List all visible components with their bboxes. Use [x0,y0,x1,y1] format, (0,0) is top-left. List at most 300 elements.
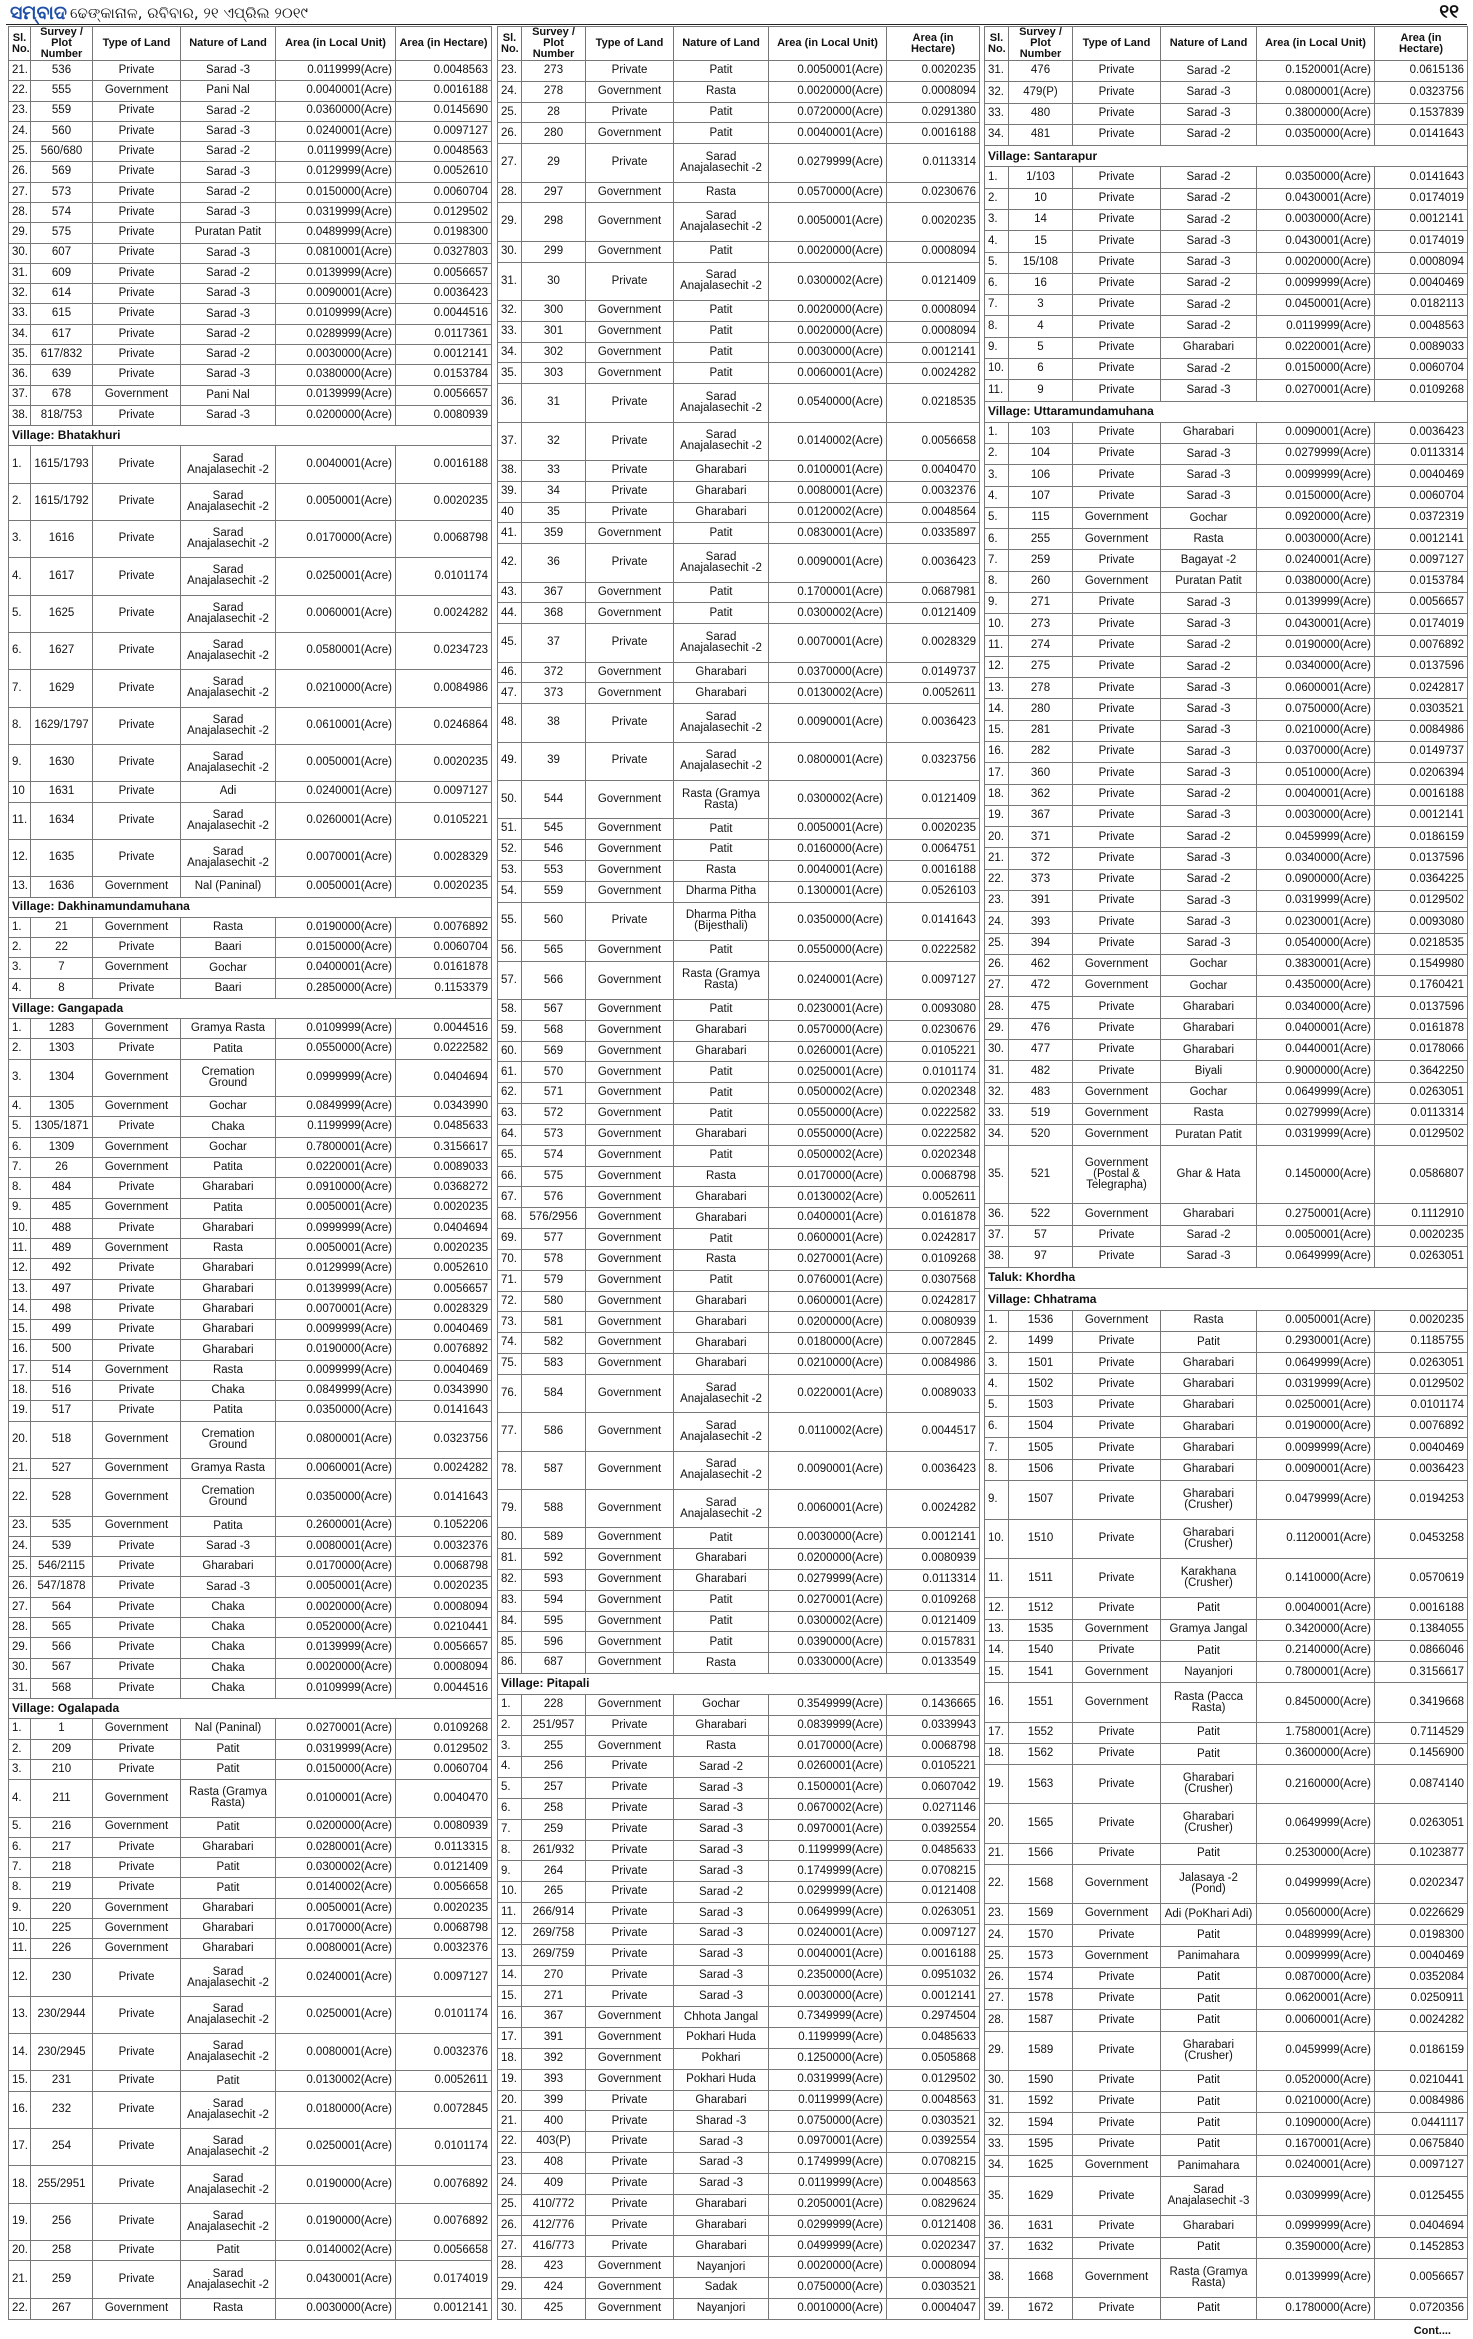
area-hectare: 0.0016188 [887,1944,980,1965]
land-nature: Sarad Anajalasechit -3 [1161,2177,1257,2216]
plot-number: 258 [522,1798,586,1819]
land-nature: Pani Nal [181,81,276,101]
table-row [985,1864,1468,1903]
area-local: 0.0900000(Acre) [1257,869,1375,890]
serial-number: 38. [985,2258,1009,2297]
serial-number: 70. [498,1249,522,1270]
area-local: 0.0050001(Acre) [276,744,396,781]
serial-number: 7. [9,1858,31,1878]
plot-number: 270 [522,1965,586,1986]
area-hectare: 0.1052206 [396,1516,492,1536]
land-type: Government [586,2298,674,2319]
land-nature: Patit [1161,1598,1257,1619]
land-nature: Gharabari [181,1340,276,1360]
serial-number: 22. [9,1479,31,1516]
land-type: Government [1073,1125,1161,1146]
land-type: Private [1073,1061,1161,1082]
land-nature: Gharabari [1161,422,1257,443]
area-hectare: 0.0372319 [1375,507,1468,528]
area-local: 0.0050001(Acre) [276,1898,396,1918]
area-local: 0.0430001(Acre) [1257,188,1375,209]
area-hectare: 0.0303521 [887,2278,980,2299]
table-row [985,912,1468,933]
village-heading [985,1289,1468,1310]
land-nature: Rasta (Pacca Rasta) [1161,1683,1257,1722]
table-row [985,635,1468,656]
plot-number: 211 [31,1780,93,1817]
serial-number: 60. [498,1041,522,1062]
table-row [985,1925,1468,1946]
column-header: Survey / Plot Number [1009,27,1073,61]
area-hectare: 0.0024282 [1375,2010,1468,2031]
table-row [985,571,1468,592]
land-nature: Gharabari [674,1715,769,1736]
serial-number: 1. [9,1719,31,1739]
area-hectare: 0.0052610 [396,162,492,182]
serial-number: 24. [9,1536,31,1556]
area-hectare: 0.0246864 [396,707,492,744]
plot-number: 209 [31,1739,93,1759]
table-row [498,384,980,422]
column-header: Nature of Land [674,27,769,61]
land-nature: Adi (PoKhari Adi) [1161,1903,1257,1924]
land-type: Government [586,1229,674,1250]
land-type: Government [586,1208,674,1229]
plot-number: 1562 [1009,1743,1073,1764]
land-type: Government [586,241,674,262]
plot-number: 1589 [1009,2031,1073,2070]
area-local: 0.0020000(Acre) [276,1658,396,1678]
area-hectare: 0.0012141 [887,1528,980,1549]
plot-number: 259 [31,2261,93,2298]
land-nature: Rasta [1161,529,1257,550]
table-row [985,465,1468,486]
serial-number: 71. [498,1270,522,1291]
area-hectare: 0.0101174 [1375,1395,1468,1416]
plot-number: 592 [522,1549,586,1570]
area-local: 0.0540000(Acre) [769,384,887,422]
area-hectare: 0.0068798 [396,1918,492,1938]
area-hectare: 0.0113314 [1375,444,1468,465]
serial-number: 11. [985,1559,1009,1598]
land-nature: Patit [674,819,769,840]
table-row [498,2048,980,2069]
area-hectare: 0.0097127 [396,121,492,141]
plot-number: 568 [522,1020,586,1041]
area-local: 0.0200000(Acre) [276,405,396,425]
land-type: Private [93,243,181,263]
plot-number: 39 [522,742,586,780]
area-hectare: 0.0048563 [396,142,492,162]
land-type: Private [93,121,181,141]
plot-number: 480 [1009,103,1073,124]
area-local: 0.0190000(Acre) [1257,635,1375,656]
land-type: Private [1073,422,1161,443]
land-type: Government [93,1097,181,1117]
table-row [498,1778,980,1799]
table-row [985,1804,1468,1843]
land-nature: Panimahara [1161,1946,1257,1967]
serial-number: 29. [9,223,31,243]
table-row [498,1653,980,1674]
page-number: ୧୧ [1439,1,1459,23]
table-row [498,1187,980,1208]
land-type: Private [1073,167,1161,188]
table-row [985,2155,1468,2176]
land-nature: Patit [674,321,769,342]
table-row [498,1944,980,1965]
land-nature: Sarad -3 [1161,678,1257,699]
area-local: 0.0170000(Acre) [276,521,396,558]
table-row [985,1146,1468,1204]
table-row [9,938,492,958]
plot-number: 1578 [1009,1989,1073,2010]
land-nature: Gharabari [1161,1459,1257,1480]
area-hectare: 0.0076892 [396,1340,492,1360]
continued-note: Cont.... [1413,2325,1451,2337]
serial-number: 46. [498,662,522,683]
area-local: 0.0130002(Acre) [769,683,887,704]
area-local: 0.0240001(Acre) [276,121,396,141]
land-type: Private [586,704,674,742]
area-local: 0.0279999(Acre) [1257,1103,1375,1124]
land-nature: Chaka [181,1678,276,1698]
land-nature: Patit [181,2071,276,2091]
plot-number: 579 [522,1270,586,1291]
column-header: Survey / Plot Number [31,27,93,61]
plot-number: 553 [522,860,586,881]
serial-number: 39. [985,2298,1009,2320]
area-hectare: 0.0004047 [887,2298,980,2319]
table-row [498,2194,980,2215]
land-nature: Patit [1161,1722,1257,1743]
masthead [0,0,1473,24]
column-header: Sl. No. [498,27,522,61]
land-type: Government [1073,1082,1161,1103]
plot-number: 818/753 [31,405,93,425]
land-nature: Gochar [181,1097,276,1117]
plot-number: 261/932 [522,1840,586,1861]
column-header: Area (in Local Unit) [769,27,887,61]
area-hectare: 0.0105221 [887,1757,980,1778]
land-nature: Gharabari [1161,2216,1257,2237]
area-local: 0.0109999(Acre) [276,1678,396,1698]
land-nature: Gharabari [674,2236,769,2257]
area-hectare: 0.0234723 [396,632,492,669]
area-hectare: 0.0121409 [887,262,980,300]
plot-number: 392 [522,2048,586,2069]
plot-number: 57 [1009,1225,1073,1246]
area-hectare: 0.0352084 [1375,1967,1468,1988]
table-row [9,1638,492,1658]
area-hectare: 0.0008094 [887,81,980,102]
area-hectare: 0.0137596 [1375,656,1468,677]
area-hectare: 0.0008094 [887,241,980,262]
plot-number: 1668 [1009,2258,1073,2297]
area-hectare: 0.0032376 [887,481,980,502]
land-type: Private [1073,2177,1161,2216]
area-local: 0.0430001(Acre) [1257,614,1375,635]
serial-number: 62. [498,1083,522,1104]
land-nature: Pokhari Huda [674,2028,769,2049]
area-local: 0.0440001(Acre) [1257,1039,1375,1060]
area-hectare: 0.0028329 [396,839,492,876]
land-nature: Sarad -3 [674,1798,769,1819]
column-header: Area (in Hectare) [396,27,492,61]
area-local: 0.0040001(Acre) [276,446,396,483]
area-local: 0.0050001(Acre) [276,1239,396,1259]
area-hectare: 0.0303521 [1375,699,1468,720]
land-type: Private [93,284,181,304]
land-type: Private [93,1401,181,1421]
land-nature: Rasta [674,860,769,881]
area-hectare: 0.0097127 [396,1959,492,1996]
table-row [498,704,980,742]
area-local: 0.0140002(Acre) [276,2241,396,2261]
area-local: 0.0129999(Acre) [276,162,396,182]
table-row [985,2070,1468,2091]
serial-number: 6. [9,632,31,669]
land-nature: Patit [1161,2092,1257,2113]
area-local: 0.0459999(Acre) [1257,2031,1375,2070]
area-local: 0.0030000(Acre) [769,1986,887,2007]
table-row [498,2153,980,2174]
land-nature: Chaka [181,1617,276,1637]
area-hectare: 0.0113315 [396,1837,492,1857]
area-local: 0.1450000(Acre) [1257,1146,1375,1204]
area-local: 0.0390000(Acre) [769,1632,887,1653]
table-row [985,1438,1468,1459]
area-local: 0.0280001(Acre) [276,1837,396,1857]
table-row [985,1225,1468,1246]
land-nature: Cremation Ground [181,1421,276,1458]
area-hectare: 0.0040470 [887,460,980,481]
land-nature: Sarad -3 [674,1861,769,1882]
table-row [985,1310,1468,1331]
land-nature: Sarad -3 [1161,742,1257,763]
land-nature: Sarad -2 [1161,295,1257,316]
table-row [985,1967,1468,1988]
land-type: Government [586,860,674,881]
area-local: 0.0060001(Acre) [1257,2010,1375,2031]
area-local: 0.0250001(Acre) [276,558,396,595]
serial-number: 26. [985,954,1009,975]
table-row [498,502,980,523]
area-hectare: 0.0202347 [1375,1864,1468,1903]
land-type: Private [1073,1331,1161,1352]
area-hectare: 0.0323756 [1375,82,1468,103]
area-hectare: 0.0105221 [396,802,492,839]
plot-number: 1632 [1009,2237,1073,2258]
area-local: 0.0060001(Acre) [769,363,887,384]
land-table-column-2 [497,26,980,2320]
area-hectare: 0.0076892 [396,2203,492,2240]
area-local: 1.7580001(Acre) [1257,1722,1375,1743]
plot-number: 367 [522,582,586,603]
land-type: Government [586,2007,674,2028]
table-row [985,1662,1468,1683]
land-nature: Gharabari [181,1939,276,1959]
area-local: 0.0800001(Acre) [276,1421,396,1458]
serial-number: 22. [9,2298,31,2319]
area-hectare: 0.0012141 [1375,209,1468,230]
plot-number: 271 [522,1986,586,2007]
plot-number: 424 [522,2278,586,2299]
table-row [9,1320,492,1340]
area-hectare: 0.0145690 [396,101,492,121]
area-hectare: 0.0242817 [887,1229,980,1250]
area-hectare: 0.0093080 [887,999,980,1020]
land-type: Private [1073,124,1161,145]
area-hectare: 0.0044516 [396,1678,492,1698]
table-row [9,707,492,744]
table-row [985,1374,1468,1395]
column-header: Sl. No. [9,27,31,61]
serial-number: 5. [498,1778,522,1799]
table-row [9,1557,492,1577]
column-header: Survey / Plot Number [522,27,586,61]
serial-number: 10. [985,358,1009,379]
plot-number: 106 [1009,465,1073,486]
area-hectare: 0.0032376 [396,1536,492,1556]
area-hectare: 0.0032376 [396,1939,492,1959]
plot-number: 1502 [1009,1374,1073,1395]
area-hectare: 0.0125455 [1375,2177,1468,2216]
area-hectare: 0.0242817 [1375,678,1468,699]
land-type: Government [586,1062,674,1083]
serial-number: 21. [9,1458,31,1478]
table-row [985,1246,1468,1267]
area-hectare: 0.1153379 [396,978,492,998]
table-row [498,1903,980,1924]
plot-number: 251/957 [522,1715,586,1736]
land-nature: Sarad -3 [181,304,276,324]
land-nature: Sarad -2 [1161,188,1257,209]
land-type: Private [1073,2134,1161,2155]
village-heading [9,426,492,446]
serial-number: 8. [985,316,1009,337]
area-hectare: 0.0117361 [396,324,492,344]
area-hectare: 0.0068798 [887,1736,980,1757]
land-nature: Gharabari [181,1898,276,1918]
serial-number: 31. [985,2092,1009,2113]
plot-number: 391 [522,2028,586,2049]
serial-number: 32. [985,1082,1009,1103]
area-hectare: 0.0012141 [887,342,980,363]
area-local: 0.0550000(Acre) [769,1104,887,1125]
land-nature: Sarad Anajalasechit -2 [181,1996,276,2033]
land-nature: Gharabari [181,1259,276,1279]
serial-number: 3. [9,1759,31,1779]
column-header: Nature of Land [1161,27,1257,61]
serial-number: 34. [985,2155,1009,2176]
plot-number: 570 [522,1062,586,1083]
plot-number: 303 [522,363,586,384]
serial-number: 64. [498,1124,522,1145]
area-local: 0.1199999(Acre) [276,1117,396,1137]
area-hectare: 0.0675840 [1375,2134,1468,2155]
serial-number: 31. [985,1061,1009,1082]
land-type: Private [93,1658,181,1678]
area-hectare: 0.0335897 [887,523,980,544]
area-hectare: 0.0020235 [396,1898,492,1918]
area-local: 0.0370000(Acre) [769,662,887,683]
table-row [498,61,980,82]
land-type: Private [1073,593,1161,614]
area-local: 0.0450001(Acre) [1257,295,1375,316]
serial-number: 10. [9,1218,31,1238]
serial-number: 30. [9,243,31,263]
area-local: 0.1120001(Acre) [1257,1520,1375,1559]
area-local: 0.1300001(Acre) [769,881,887,902]
land-nature: Gharabari [181,1178,276,1198]
plot-number: 1552 [1009,1722,1073,1743]
area-hectare: 0.0016188 [1375,784,1468,805]
serial-number: 14. [498,1965,522,1986]
plot-number: 5 [1009,337,1073,358]
area-local: 0.0090001(Acre) [769,704,887,742]
area-local: 0.0190000(Acre) [276,2203,396,2240]
plot-number: 219 [31,1878,93,1898]
plot-number: 1625 [31,595,93,632]
land-schedule-table [8,26,492,2320]
land-nature: Patit [1161,1967,1257,1988]
serial-number: 33. [9,304,31,324]
plot-number: 302 [522,342,586,363]
land-type: Government [1073,529,1161,550]
serial-number: 82. [498,1569,522,1590]
land-nature: Gharabari [674,2090,769,2111]
plot-number: 273 [522,61,586,82]
serial-number: 11. [9,1939,31,1959]
table-row [498,940,980,961]
plot-number: 31 [522,384,586,422]
land-type: Private [93,1381,181,1401]
table-row [498,1528,980,1549]
serial-number: 11. [985,380,1009,401]
land-nature: Patit [674,102,769,123]
land-type: Government [586,1145,674,1166]
table-row [498,363,980,384]
area-hectare: 0.0263051 [887,1903,980,1924]
table-row [9,1019,492,1039]
area-local: 0.3600000(Acre) [1257,1743,1375,1764]
area-local: 0.1749999(Acre) [769,1861,887,1882]
table-row [498,1923,980,1944]
land-type: Private [1073,720,1161,741]
land-nature: Sarad -3 [181,162,276,182]
land-nature: Gharabari [1161,1417,1257,1438]
area-local: 0.0319999(Acre) [276,202,396,222]
plot-number: 281 [1009,720,1073,741]
plot-number: 546/2115 [31,1557,93,1577]
serial-number: 5. [985,1395,1009,1416]
table-row [9,1279,492,1299]
area-local: 0.0319999(Acre) [1257,1374,1375,1395]
land-nature: Sarad Anajalasechit -2 [674,1413,769,1451]
plot-number: 423 [522,2257,586,2278]
area-hectare: 0.0052610 [396,1259,492,1279]
table-row [9,978,492,998]
area-local: 0.0230001(Acre) [1257,912,1375,933]
area-hectare: 0.0036423 [396,284,492,304]
land-type: Private [93,2166,181,2203]
land-type: Government [586,1249,674,1270]
land-type: Private [586,502,674,523]
table-row [985,1061,1468,1082]
land-nature: Sarad Anajalasechit -2 [181,2034,276,2071]
plot-number: 256 [31,2203,93,2240]
